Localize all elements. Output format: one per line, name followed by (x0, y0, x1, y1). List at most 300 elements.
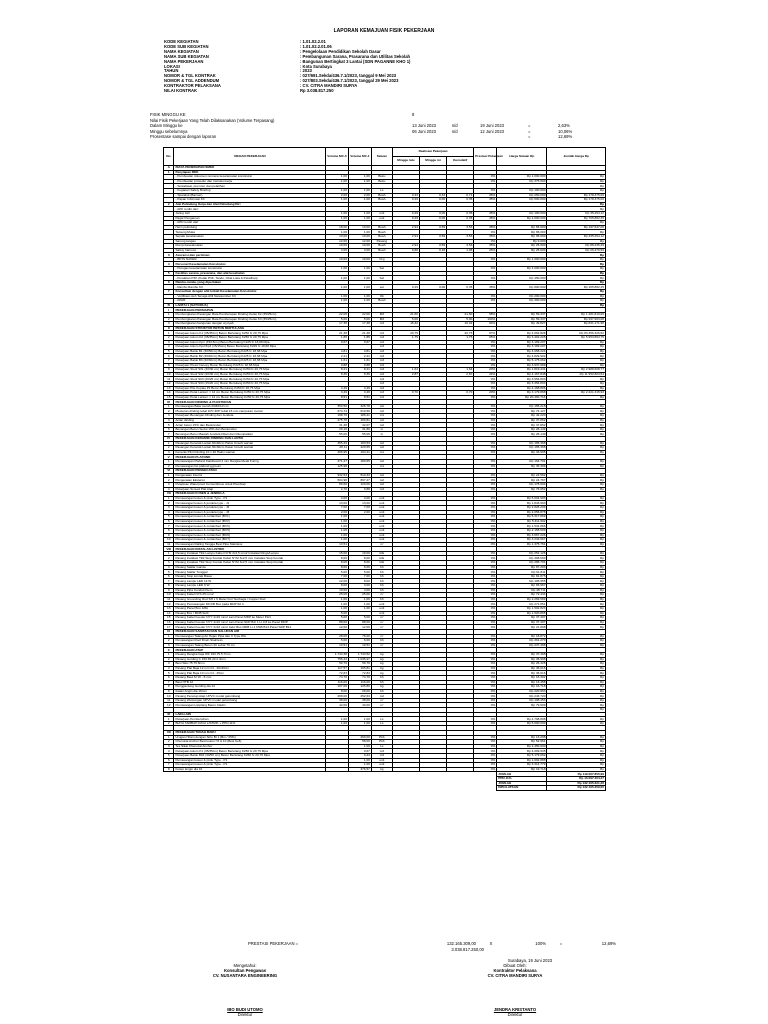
cell-no: 1 (164, 652, 174, 657)
cell-harga-satuan: Rp 1.531.866 (497, 524, 547, 529)
cell-uraian: Pasang Penutup Atap UPVC model gelombang (174, 694, 326, 699)
cell-uraian: Pemasangan kusen & pintu Type - P1 (174, 763, 326, 768)
cell-prestasi: 0% (474, 584, 497, 589)
cell-volume-mc0: 38,00 (325, 698, 348, 703)
cell-volume-mc1: 1,85 (348, 335, 371, 340)
cell-uraian: Pekerjaan Benangan Dinding dan Jendela (174, 414, 326, 419)
cell-harga-satuan: Rp 1.520.865 (497, 611, 547, 616)
cell-volume-mc0: 28,11 (325, 446, 348, 451)
cell-no: 7 (164, 680, 174, 685)
cell-uraian: Pasang Panel Box 4/8A (174, 607, 326, 612)
cell-prestasi: 0% (474, 675, 497, 680)
cell-volume-mc0: 0,67 (325, 340, 348, 345)
cell-uraian: - Papan Informasi K3 (174, 198, 326, 203)
cell-volume-mc1: 8,36 (348, 372, 371, 377)
cell-volume-mc1: 1,00 (348, 602, 371, 607)
cell-prestasi: 0% (474, 519, 497, 524)
signature-right-line3: CV. CITRA MANDIRI SURYA (487, 973, 543, 978)
cell-volume-mc1: 1,00 (348, 211, 371, 216)
cell-harga-satuan: Rp 5.179.062 (497, 754, 547, 759)
cell-volume-mc0: 13,51 (325, 542, 348, 547)
cell-satuan: unit (371, 611, 392, 616)
cell-jumlah-harga: Rp 26.470,59 (547, 248, 606, 253)
cell-harga-satuan: Rp 48.711 (497, 588, 547, 593)
cell-harga-satuan: Rp 79.609 (497, 703, 547, 708)
cell-prestasi: 0% (474, 358, 497, 363)
cell-no: VI (164, 469, 174, 474)
cell-satuan: m3 (371, 358, 392, 363)
cell-jumlah-harga: Rp (547, 551, 606, 556)
cell-prestasi: 0% (474, 473, 497, 478)
cell-volume-mc0: 1,00 (325, 538, 348, 543)
cell-harga-satuan: Rp 5.317.869 (497, 515, 547, 520)
cell-prestasi: 0% (474, 666, 497, 671)
cell-kumulatif: 1,06 (447, 248, 474, 253)
total-value: Rp 132.165.321,26 (547, 781, 606, 786)
cell-satuan: Set (371, 267, 392, 272)
cell-volume-mc0: 2,00 (325, 193, 348, 198)
cell-satuan: Ls (371, 744, 392, 749)
progress-sd: s/d (452, 123, 458, 129)
cell-volume-mc1: 8,00 (348, 579, 371, 584)
cell-harga-satuan: Rp 35.908 (497, 657, 547, 662)
cell-volume-mc0: 0,88 (325, 363, 348, 368)
cell-uraian: Benangan Beton Sudut 15% dan Beskonden (174, 427, 326, 432)
cell-volume-mc1: 186,21 (348, 414, 371, 419)
header-realisasi: Realisasi Pekerjaan (392, 148, 474, 157)
cell-satuan: m1 (371, 464, 392, 469)
cell-uraian: Baut HTB 12 (174, 680, 326, 685)
cell-no: 3 (164, 340, 174, 345)
cell-uraian: Pasang Lampu LED 14 W (174, 579, 326, 584)
cell-prestasi: 0% (474, 689, 497, 694)
cell-uraian: Penggantung Gording dia 12 (174, 685, 326, 690)
cell-harga-satuan: Rp 4.798.808 (497, 717, 547, 722)
cell-prestasi: 0% (474, 565, 497, 570)
signature-left-role: Direktur (237, 1012, 253, 1017)
cell-volume-mc0: 4,00 (325, 248, 348, 253)
cell-harga-satuan: Rp 164.701 (497, 460, 547, 465)
cell-volume-mc0: 107,00 (325, 685, 348, 690)
cell-harga-satuan: Rp 5.311.992 (497, 519, 547, 524)
cell-satuan: m3 (371, 345, 392, 350)
cell-jumlah-harga: Rp (547, 418, 606, 423)
cell-prestasi: 0% (474, 427, 497, 432)
cell-uraian: Keramik Plint Dinding 10 x 40 Halus warnai (174, 450, 326, 455)
cell-volume-mc1: 29,00 (348, 689, 371, 694)
cell-minggu-ini: 0,59 (419, 244, 446, 249)
info-value: Rp 3.038.817.250 (300, 88, 334, 94)
cell-no: 4 (164, 749, 174, 754)
cell-satuan: m3 (371, 386, 392, 391)
cell-jumlah-harga: Rp (547, 620, 606, 625)
header-volume-mc0: Volume MC-0 (325, 148, 348, 166)
cell-harga-satuan: Rp 1.843.993 (497, 501, 547, 506)
cell-volume-mc0: 10,51 (325, 643, 348, 648)
cell-harga-satuan: Rp 36.016 (497, 671, 547, 676)
cell-satuan: m' (371, 703, 392, 708)
cell-harga-satuan: Rp 49.827 (497, 322, 547, 327)
cell-no: 12 (164, 381, 174, 386)
cell-volume-mc1: 12,00 (348, 239, 371, 244)
cell-uraian: Alat Pelindung Kerja dan Alat Pelindung Diri (174, 202, 326, 207)
cell-harga-satuan: Rp 271.851 (497, 602, 547, 607)
cell-prestasi: 35% (474, 285, 497, 290)
cell-satuan: Pasang (371, 239, 392, 244)
cell-jumlah-harga: Rp (547, 685, 606, 690)
cell-volume-mc0: 1,00 (325, 175, 348, 180)
cell-jumlah-harga: Rp (547, 524, 606, 529)
cell-uraian: Pembongkaran bangunan dengan wynyab (174, 322, 326, 327)
cell-harga-satuan: Rp 72.434 (497, 593, 547, 598)
cell-harga-satuan: Rp 33.905 (497, 450, 547, 455)
info-value: : 1.01.02.2.01.06 (300, 43, 332, 49)
cell-volume-mc0: 756,43 (325, 657, 348, 662)
cell-no: 10 (164, 538, 174, 543)
cell-harga-satuan: Rp 165.368 (497, 441, 547, 446)
cell-jumlah-harga: Rp (547, 625, 606, 630)
cell-volume-mc1: 519,33 (348, 473, 371, 478)
cell-volume-mc0: 4,49 (325, 386, 348, 391)
cell-volume-mc0: 2,21 (325, 354, 348, 359)
cell-kumulatif: 3,53 (447, 234, 474, 239)
cell-jumlah-harga: Rp (547, 427, 606, 432)
header-minggu-ini: Minggu ini (419, 157, 446, 166)
cell-no: 2 (164, 317, 174, 322)
cell-uraian: Pemasangan Plafond Kalsiboard 4 mm Rangka Metal Furing (174, 460, 326, 465)
cell-volume-mc0: 17,38 (325, 322, 348, 327)
cell-uraian: Tameng Muka (174, 230, 326, 235)
cell-volume-mc0: 1,00 (325, 515, 348, 520)
cell-harga-satuan: Rp 1.692.888 (497, 758, 547, 763)
cell-satuan: bh (371, 579, 392, 584)
cell-jumlah-harga: Rp 831.171,98 (547, 322, 606, 327)
cell-uraian: Rompi keselamatan (174, 244, 326, 249)
cell-volume-mc1: 10,51 (348, 643, 371, 648)
cell-minggu-lalu: 5,00 (392, 317, 419, 322)
cell-prestasi: 0% (474, 744, 497, 749)
cell-prestasi: 0% (474, 685, 497, 690)
cell-volume-mc1: 1,00 (348, 179, 371, 184)
progress-label: Prosentase sampai dengan laporan (150, 134, 217, 140)
cell-uraian: - Sosialisasi, promosi, dan pelatihan (174, 184, 326, 189)
cell-prestasi: 95% (474, 335, 497, 340)
cell-no: 1 (164, 735, 174, 740)
cell-minggu-ini: 0,59 (419, 234, 446, 239)
cell-harga-satuan: Rp 2.450.000 (497, 744, 547, 749)
cell-satuan: m' (371, 634, 392, 639)
cell-prestasi: 0% (474, 276, 497, 281)
cell-prestasi: 0% (474, 446, 497, 451)
cell-satuan: unit (371, 758, 392, 763)
info-key: NOMOR & TGL ADDENDUM (164, 78, 220, 84)
cell-volume-mc0: 5,00 (325, 317, 348, 322)
cell-harga-satuan: Rp 35.309 (497, 464, 547, 469)
cell-no: 6 (164, 758, 174, 763)
cell-uraian: Konsultasi dengan ahli terkait Keselamatan Konstruksi (174, 290, 326, 295)
cell-volume-mc0: 12,00 (325, 239, 348, 244)
info-key: KONTRAKTOR PELAKSANA (164, 83, 221, 89)
cell-satuan: m3 (371, 340, 392, 345)
cell-no: 2 (164, 657, 174, 662)
cell-prestasi: 0% (474, 188, 497, 193)
cell-harga-satuan: Rp 25.000 (497, 244, 547, 249)
cell-no: V (164, 455, 174, 460)
cell-satuan: kg (371, 666, 392, 671)
cell-jumlah-harga: Rp (547, 381, 606, 386)
cell-no: 9 (164, 533, 174, 538)
cell-volume-mc0: 8,00 (325, 561, 348, 566)
cell-volume-mc0: 1.744,38 (325, 652, 348, 657)
prestasi-equals: = (559, 941, 563, 946)
cell-prestasi: 0% (474, 528, 497, 533)
cell-jumlah-harga: Rp (547, 345, 606, 350)
cell-satuan: bh (371, 680, 392, 685)
cell-volume-mc1: 21,38 (348, 331, 371, 336)
cell-volume-mc1: 7,00 (348, 574, 371, 579)
cell-volume-mc0: 8,00 (325, 556, 348, 561)
cell-kumulatif: 0,35 (447, 285, 474, 290)
place-date: Surabaya, 19 Juni 2023 (507, 958, 553, 963)
cell-minggu-lalu: 1,75 (392, 335, 419, 340)
cell-jumlah-harga: Rp (547, 386, 606, 391)
cell-satuan: Ok (371, 294, 392, 299)
cell-volume-mc0: 1,00 (325, 211, 348, 216)
cell-prestasi: 35% (474, 216, 497, 221)
cell-harga-satuan: Rp 9.000 (497, 239, 547, 244)
cell-jumlah-harga: Rp (547, 561, 606, 566)
cell-jumlah-harga: Rp (547, 239, 606, 244)
cell-volume-mc0: 2,00 (325, 510, 348, 515)
cell-minggu-lalu: 0,33 (392, 193, 419, 198)
cell-minggu-lalu: 21,60 (392, 313, 419, 318)
cell-no: 2 (164, 464, 174, 469)
cell-kumulatif: 0,35 (447, 198, 474, 203)
cell-jumlah-harga: Rp (547, 464, 606, 469)
progress-label: Nilai Fisik Pekerjaan Yang Telah Dilaksanakan (Volume Terpasang) (150, 117, 275, 123)
cell-uraian: Pasang Gording C 150.65.20.2.3mm (174, 657, 326, 662)
cell-no: XI (164, 712, 174, 717)
cell-volume-mc0: 55,06 (325, 432, 348, 437)
cell-harga-satuan: Rp 100.000 (497, 188, 547, 193)
cell-uraian: Pasang Grounding Rod 5/8 x 6 Meter Full Tembaga / Copper Rod (174, 597, 326, 602)
cell-no: 6 (164, 675, 174, 680)
signature-left (150, 963, 340, 978)
cell-prestasi: 0% (474, 703, 497, 708)
cell-volume-mc1: 4,00 (348, 248, 371, 253)
cell-kumulatif: 0,71 (447, 193, 474, 198)
info-value: : Kota Surabaya (300, 63, 332, 69)
cell-volume-mc1: 0,67 (348, 340, 371, 345)
report-title: LAPORAN KEMAJUAN FISIK PEKERJAAN (333, 28, 435, 34)
cell-jumlah-harga: Rp (547, 441, 606, 446)
cell-no: IV (164, 437, 174, 442)
cell-no: 2 (164, 446, 174, 451)
cell-no: 1 (164, 404, 174, 409)
cell-uraian: Helm pelindung (174, 225, 326, 230)
cell-prestasi: 0% (474, 423, 497, 428)
cell-harga-satuan: Rp 2.158.609 (497, 528, 547, 533)
cell-jumlah-harga: Rp (547, 395, 606, 400)
cell-jumlah-harga: Rp (547, 671, 606, 676)
cell-no: 8 (164, 685, 174, 690)
cell-prestasi: 0% (474, 340, 497, 345)
cell-volume-mc0: 1,00 (325, 188, 348, 193)
progress-label: Minggu sebelumnya (150, 128, 188, 134)
header-volume-mc1: Volume MC-1 (348, 148, 371, 166)
cell-jumlah-harga: Rp (547, 703, 606, 708)
cell-satuan: m3 (371, 349, 392, 354)
cell-uraian: PEKERJAAN TANAH BARU (174, 731, 326, 736)
cell-satuan: unit (371, 216, 392, 221)
total-label: DIBULATKAN (497, 786, 547, 791)
cell-jumlah-harga: Rp (547, 657, 606, 662)
total-label: JUMLAH (497, 772, 547, 777)
cell-uraian: BIAYA TAMBAH DAYA LISTRIK + PPN 11% (174, 721, 326, 726)
cell-jumlah-harga: Rp (547, 487, 606, 492)
cell-jumlah-harga: Rp (547, 271, 606, 276)
cell-kumulatif: 0,35 (447, 216, 474, 221)
cell-harga-satuan: Rp 3.554.803 (497, 377, 547, 382)
cell-kumulatif: 20,75 (447, 331, 474, 336)
signature-left-line3: CV. NUSANTARA ENGINEERING (212, 973, 278, 978)
cell-satuan: m2 (371, 478, 392, 483)
cell-uraian: Pekerjaan kolom K1 (35/35cm) Beton Bertulang K250 fc 20,75 Mpa (174, 749, 326, 754)
cell-no: 9 (164, 368, 174, 373)
cell-volume-mc1: 2,00 (348, 510, 371, 515)
cell-satuan: m3 (371, 377, 392, 382)
cell-harga-satuan: Rp 3.169.207 (497, 345, 547, 350)
cell-volume-mc0: 12,00 (325, 579, 348, 584)
cell-no: 13 (164, 607, 174, 612)
cell-jumlah-harga: Rp (547, 340, 606, 345)
cell-volume-mc1: 40,00 (348, 703, 371, 708)
cell-harga-satuan: Rp 2.826.209 (497, 505, 547, 510)
cell-satuan: m' (371, 542, 392, 547)
cell-no: 10 (164, 372, 174, 377)
cell-harga-satuan: Rp 81.875 (497, 574, 547, 579)
cell-jumlah-harga: Rp (547, 450, 606, 455)
cell-no: 6 (164, 574, 174, 579)
header-uraian: URAIAN PEKERJAAN (174, 148, 326, 166)
cell-volume-mc1: 6,00 (348, 639, 371, 644)
cell-no: 15 (164, 616, 174, 621)
cell-satuan: m3 (371, 391, 392, 396)
cell-uraian: LAIN-LAIN (174, 712, 326, 717)
cell-uraian: Benangan Beton Bawah Jendela Ditari dan Ditempatkan (174, 432, 326, 437)
cell-jumlah-harga: Rp (547, 689, 606, 694)
cell-harga-satuan: Rp 22.592 (497, 473, 547, 478)
cell-satuan: Org (371, 257, 392, 262)
cell-satuan: m3 (371, 335, 392, 340)
cell-satuan: m' (371, 616, 392, 621)
cell-satuan: Buah (371, 299, 392, 304)
header-jumlah-harga: Jumlah Harga Rp (547, 148, 606, 166)
signature-left-line1: Mengetahui: (233, 963, 257, 968)
cell-jumlah-harga: Rp (547, 515, 606, 520)
cell-volume-mc1: 59,79 (348, 662, 371, 667)
cell-satuan: m2 (371, 473, 392, 478)
cell-satuan: m2 (371, 694, 392, 699)
cell-satuan: kg (371, 767, 392, 772)
cell-volume-mc0: 1,61 (325, 358, 348, 363)
cell-jumlah-harga: Rp (547, 202, 606, 207)
cell-uraian: PEKERJAAN KERAMIK DINDING DAN LANTAI (174, 437, 326, 442)
cell-jumlah-harga: Rp 297.963,08 (547, 317, 606, 322)
cell-minggu-lalu: 20,75 (392, 331, 419, 336)
header-kumulatif: Kumulatif (447, 157, 474, 166)
cell-minggu-lalu: 2,94 (392, 244, 419, 249)
cell-volume-mc0: 1,00 (325, 285, 348, 290)
cell-harga-satuan: Rp 4.829.902 (497, 354, 547, 359)
cell-uraian: PEKERJAAN ATAP (174, 648, 326, 653)
info-value: : 027/691.Sekda/436.7.1/2023, tanggal 9 Mei 2023 (300, 73, 397, 79)
cell-prestasi: 0% (474, 450, 497, 455)
cell-no: 2 (164, 202, 174, 207)
cell-prestasi: 0% (474, 175, 497, 180)
cell-no: 1 (164, 313, 174, 318)
cell-volume-mc0: 10,00 (325, 244, 348, 249)
cell-minggu-ini: 0,06 (419, 216, 446, 221)
cell-volume-mc1: 1,00 (348, 758, 371, 763)
cell-satuan: bh (371, 689, 392, 694)
cell-jumlah-harga: Rp (547, 184, 606, 189)
cell-no: 17 (164, 625, 174, 630)
cell-uraian: Pekerjaan Pembersihan (174, 717, 326, 722)
cell-prestasi: 0% (474, 510, 497, 515)
cell-harga-satuan: Rp 25.000 (497, 248, 547, 253)
header-no: No. (164, 148, 174, 166)
cell-prestasi: 35% (474, 225, 497, 230)
signature-right-role: Direktur (507, 1012, 523, 1017)
cell-harga-satuan: Rp 220.953 (497, 689, 547, 694)
cell-harga-satuan: Rp 3.169.207 (497, 340, 547, 345)
cell-prestasi: 0% (474, 267, 497, 272)
cell-prestasi: 0% (474, 763, 497, 768)
cell-volume-mc0: 31,38 (325, 423, 348, 428)
cell-no: 12 (164, 703, 174, 708)
cell-jumlah-harga: Rp (547, 611, 606, 616)
cell-jumlah-harga: Rp (547, 735, 606, 740)
cell-satuan: unit (371, 533, 392, 538)
cell-satuan: Buah (371, 234, 392, 239)
cell-satuan: bh (371, 675, 392, 680)
cell-jumlah-harga: Rp (547, 267, 606, 272)
cell-satuan: bh (371, 639, 392, 644)
cell-volume-mc0: 21,38 (325, 331, 348, 336)
cell-volume-mc1: 1,00 (348, 763, 371, 768)
cell-minggu-lalu: 2,87 (392, 372, 419, 377)
cell-volume-mc0: 1,00 (325, 721, 348, 726)
cell-volume-mc1: 252,63 (348, 694, 371, 699)
cell-uraian: Pemasangan kusen & curtainfoot (BV3) (174, 524, 326, 529)
cell-kumulatif: 0,35 (447, 211, 474, 216)
cell-volume-mc0: 22,00 (325, 313, 348, 318)
cell-kumulatif: 1,64 (447, 368, 474, 373)
cell-prestasi: 0% (474, 620, 497, 625)
cell-volume-mc0: 2,70 (325, 487, 348, 492)
cell-uraian: - BPJS NAKER (174, 257, 326, 262)
cell-uraian: Pemasangan kusen & curtainfoot (BC6) (174, 533, 326, 538)
cell-uraian: Pekerjaan Plesit Canopy Beton Bertulang K225 fc 18,68 Mpa (174, 363, 326, 368)
cell-jumlah-harga: Rp (547, 349, 606, 354)
cell-volume-mc0: 117,57 (325, 666, 348, 671)
project-info (164, 40, 500, 94)
cell-prestasi: 0% (474, 671, 497, 676)
cell-no: I (164, 308, 174, 313)
cell-harga-satuan: Rp 3.667.226 (497, 533, 547, 538)
cell-uraian: Pemasangan kusen & jendela type - J2 (174, 505, 326, 510)
